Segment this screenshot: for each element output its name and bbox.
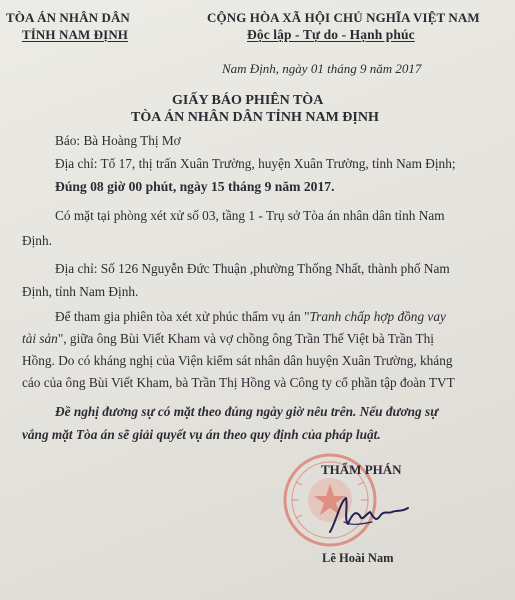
country-name: CỘNG HÒA XÃ HỘI CHỦ NGHĨA VIỆT NAM: [207, 10, 480, 25]
attend-line2: Định.: [22, 233, 52, 248]
signer-name: Lê Hoài Nam: [322, 551, 394, 565]
recipient-address: Địa chỉ: Tổ 17, thị trấn Xuân Trường, huyện Xuân Trường, tỉnh Nam Định;: [55, 156, 456, 171]
purpose-line1-text: Để tham gia phiên tòa xét xử phúc thẩm vụ án ": [55, 309, 310, 324]
purpose-line2: [22, 328, 434, 350]
document-title: GIẤY BÁO PHIÊN TÒA: [172, 93, 324, 108]
purpose-line3: Hồng. Do có kháng nghị của Viện kiểm sát nhân dân huyện Xuân Trường, kháng: [22, 353, 453, 368]
request-line2: vắng mặt Tòa án sẽ giải quyết vụ án theo quy định của pháp luật.: [22, 427, 381, 442]
issuing-court-line1: TÒA ÁN NHÂN DÂN: [6, 10, 130, 25]
document-subtitle: TÒA ÁN NHÂN DÂN TỈNH NAM ĐỊNH: [131, 110, 379, 125]
issuing-court-line2: TỈNH NAM ĐỊNH: [22, 27, 129, 42]
court-address-line1: Địa chỉ: Số 126 Nguyễn Đức Thuận ,phường Thống Nhất, thành phố Nam: [55, 261, 450, 276]
case-title-part1: Tranh chấp hợp đồng vay: [309, 309, 446, 324]
recipient: Báo: Bà Hoàng Thị Mơ: [55, 133, 181, 148]
national-motto: Độc lập - Tự do - Hạnh phúc: [247, 27, 415, 42]
case-title-part2: tài sản: [22, 331, 58, 346]
signer-title: THẨM PHÁN: [321, 462, 402, 477]
place-date: Nam Định, ngày 01 tháng 9 năm 2017: [222, 61, 422, 76]
request-line1: Đề nghị đương sự có mặt theo đúng ngày giờ nêu trên. Nếu đương sự: [55, 404, 439, 419]
attend-line1: Có mặt tại phòng xét xử số 03, tầng 1 - Trụ sở Tòa án nhân dân tỉnh Nam: [55, 208, 445, 223]
hearing-time: Đúng 08 giờ 00 phút, ngày 15 tháng 9 năm 2017.: [55, 179, 335, 194]
purpose-line2-text: ", giữa ông Bùi Viết Kham và vợ chồng ông Trần Thế Việt bà Trần Thị: [57, 331, 434, 346]
handwritten-signature: [322, 492, 412, 536]
court-address-line2: Định, tỉnh Nam Định.: [22, 284, 139, 299]
purpose-line4: cáo của ông Bùi Viết Kham, bà Trần Thị Hồng và Công ty cổ phần tập đoàn TVT: [22, 375, 455, 390]
purpose-line1: [55, 306, 446, 328]
